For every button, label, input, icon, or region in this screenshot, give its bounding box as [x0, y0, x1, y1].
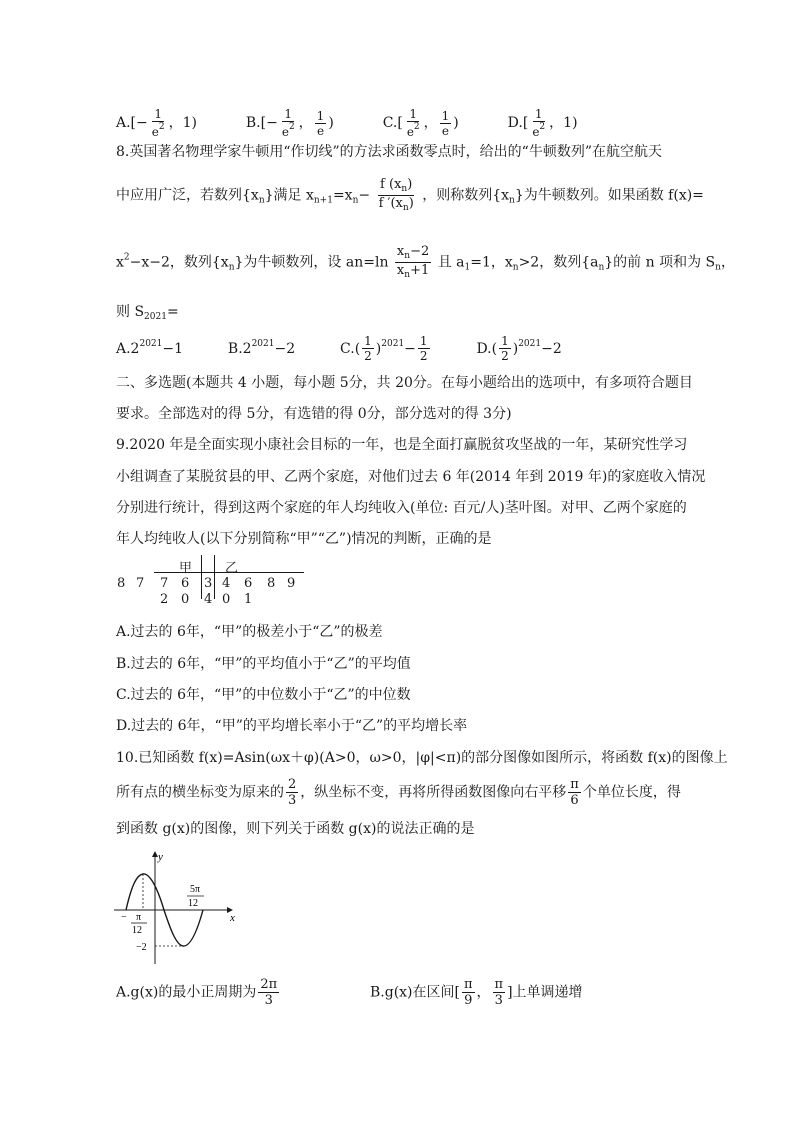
fraction: $\frac{\pi}{9}$ [463, 977, 473, 1008]
q9-option-c[interactable]: C.过去的 6年，“甲”的中位数小于“乙”的中位数 [116, 687, 411, 703]
q8-line-2: 中应用广泛，若数列$\{x_n\}$满足 $x_{n+1}=x_n-$ $\frac{f (x_n)}{f '(x_n)}$ ，则称数列$\{x_n\}$为牛顿数列。如果函数 f(x)= [116, 177, 704, 213]
q9-line-3: 分别进行统计，得到这两个家庭的年人均纯收入(单位: 百元/人)茎叶图。对甲、乙两个家庭的 [116, 500, 687, 516]
q8-option-c[interactable]: C.( $\frac{1}{2}$ )$^{2021}$− $\frac{1}{2}$ [340, 334, 428, 363]
q7-option-c[interactable]: C.[ $\frac{1}{e^2}$ ， $\frac{1}{e}$ ) [382, 107, 459, 139]
sine-graph [114, 848, 244, 968]
leaf: 8 [267, 576, 276, 591]
q10-line-3: 到函数 g(x)的图像，则下列关于函数 g(x)的说法正确的是 [116, 821, 475, 837]
stem-head-right: 乙 [225, 561, 239, 576]
q8-line-1: 8.英国著名物理学家牛顿用“作切线”的方法求函数零点时，给出的“牛顿数列”在航空航天 [116, 144, 662, 160]
leaf: 7 [160, 576, 169, 591]
leaf: 7 [136, 576, 145, 591]
fraction: $\frac{1}{2}$ [364, 334, 372, 363]
fraction: $\frac{2}{3}$ [288, 777, 297, 808]
y-axis-label: y [158, 851, 163, 863]
leaf: 9 [287, 576, 296, 591]
stem-value: 4 [204, 592, 213, 607]
leaf: 6 [244, 576, 253, 591]
x-axis-label: x [230, 912, 235, 924]
left-label-denominator: 12 [132, 925, 142, 936]
q9-line-1: 9.2020 年是全面实现小康社会目标的一年，也是全面打赢脱贫攻坚战的一年，某研究性学习 [116, 437, 688, 453]
q8-option-d[interactable]: D.( $\frac{1}{2}$ )$^{2021}$−2 [476, 334, 562, 363]
fraction: $\frac{2\pi}{3}$ [260, 977, 278, 1008]
fraction: $\frac{1}{e}$ [441, 108, 450, 138]
q10-line-2: 所有点的横坐标变为原来的 $\frac{2}{3}$ ，纵坐标不变，再将所得函数图像向右平移 $\frac{\pi}{6}$ 个单位长度，得 [116, 777, 681, 808]
newton-fraction: $\frac{f (x_n)}{f '(x_n)}$ [378, 177, 414, 213]
stem-value: 3 [204, 576, 213, 591]
stem-leaf-plot [117, 555, 307, 611]
section2-line-1: 二、多选题(本题共 4 小题，每小题 5分，共 20分。在每小题给出的选项中，有多项符合题目 [116, 375, 693, 391]
leaf: 8 [117, 576, 126, 591]
fraction: $\frac{1}{2}$ [419, 334, 428, 363]
q10-option-b[interactable]: B.g(x)在区间[ $\frac{\pi}{9}$ ， $\frac{\pi}{3}$ ]上单调递增 [370, 977, 583, 1008]
top-label-denominator: 12 [188, 898, 198, 909]
fraction: $\frac{1}{2}$ [501, 334, 509, 363]
q10-option-a[interactable]: A.g(x)的最小正周期为 $\frac{2\pi}{3}$ [116, 977, 278, 1008]
q9-line-2: 小组调查了某脱贫县的甲、乙两个家庭，对他们过去 6 年(2014 年到 2019 年)的家庭收入情况 [116, 469, 706, 485]
fraction: $\frac{\pi}{6}$ [570, 777, 579, 808]
stem-header-rule [154, 572, 304, 573]
fraction: $\frac{1}{e^2}$ [406, 107, 420, 139]
fraction: $\frac{1}{e}$ [316, 108, 325, 138]
q7-option-a[interactable]: A.[− $\frac{1}{e^2}$ ，1) [116, 107, 197, 139]
q8-options [116, 335, 562, 362]
q7-options [116, 108, 578, 138]
section2-line-2: 要求。全部选对的得 5分，有选错的得 0分，部分选对的得 3分) [116, 406, 512, 422]
leaf: 2 [160, 592, 169, 607]
q9-option-b[interactable]: B.过去的 6年，“甲”的平均值小于“乙”的平均值 [116, 656, 411, 672]
min-value-label: −2 [136, 942, 147, 953]
fraction: $\frac{\pi}{3}$ [494, 977, 504, 1008]
q8-option-a[interactable]: $A.2^{2021}-1$ [116, 338, 184, 357]
left-label-numerator: π [136, 912, 142, 923]
leaf: 6 [181, 576, 190, 591]
q8-line-3: $x^2-x-2$，数列$\{x_n\}$为牛顿数列，设 an=ln $\frac{x_n-2}{x_n+1}$ 且 $a_1=1$，$x_n>2$，数列$\{a_n\}$的前 n 项和为 $S_n$， [116, 244, 735, 280]
fraction: $\frac{1}{e^2}$ [532, 107, 546, 139]
fraction: $\frac{1}{e^2}$ [151, 107, 165, 139]
q8-line-4: 则 $S_{2021}=$ [116, 304, 179, 322]
leaf: 1 [244, 592, 253, 607]
top-label-numerator: 5π [190, 884, 201, 895]
q7-option-b[interactable]: B.[− $\frac{1}{e^2}$ ， $\frac{1}{e}$ ) [245, 107, 334, 139]
q10-line-1: 10.已知函数 f(x)=Asin(ωx＋φ)(A>0，ω>0，|φ|<π)的部分图像如图所示，将函数 f(x)的图像上 [116, 750, 728, 766]
q9-option-a[interactable]: A.过去的 6年，“甲”的极差小于“乙”的极差 [116, 624, 383, 640]
leaf: 4 [222, 576, 231, 591]
stem-divider-left [201, 555, 202, 599]
leaf: 0 [222, 592, 231, 607]
q9-option-d[interactable]: D.过去的 6年，“甲”的平均增长率小于“乙”的平均增长率 [116, 718, 468, 734]
an-fraction: $\frac{x_n-2}{x_n+1}$ [396, 244, 430, 280]
leaf: 0 [181, 592, 190, 607]
q8-option-b[interactable]: $B.2^{2021}-2$ [227, 338, 296, 357]
left-label-sign: − [121, 912, 127, 923]
q9-line-4: 年人均纯收人(以下分别简称“甲”“乙”)情况的判断，正确的是 [116, 531, 492, 547]
stem-divider-right [214, 555, 215, 599]
q7-option-d[interactable]: D.[ $\frac{1}{e^2}$ ，1) [507, 107, 578, 139]
fraction: $\frac{1}{e^2}$ [281, 107, 295, 139]
stem-head-left: 甲 [179, 561, 193, 576]
